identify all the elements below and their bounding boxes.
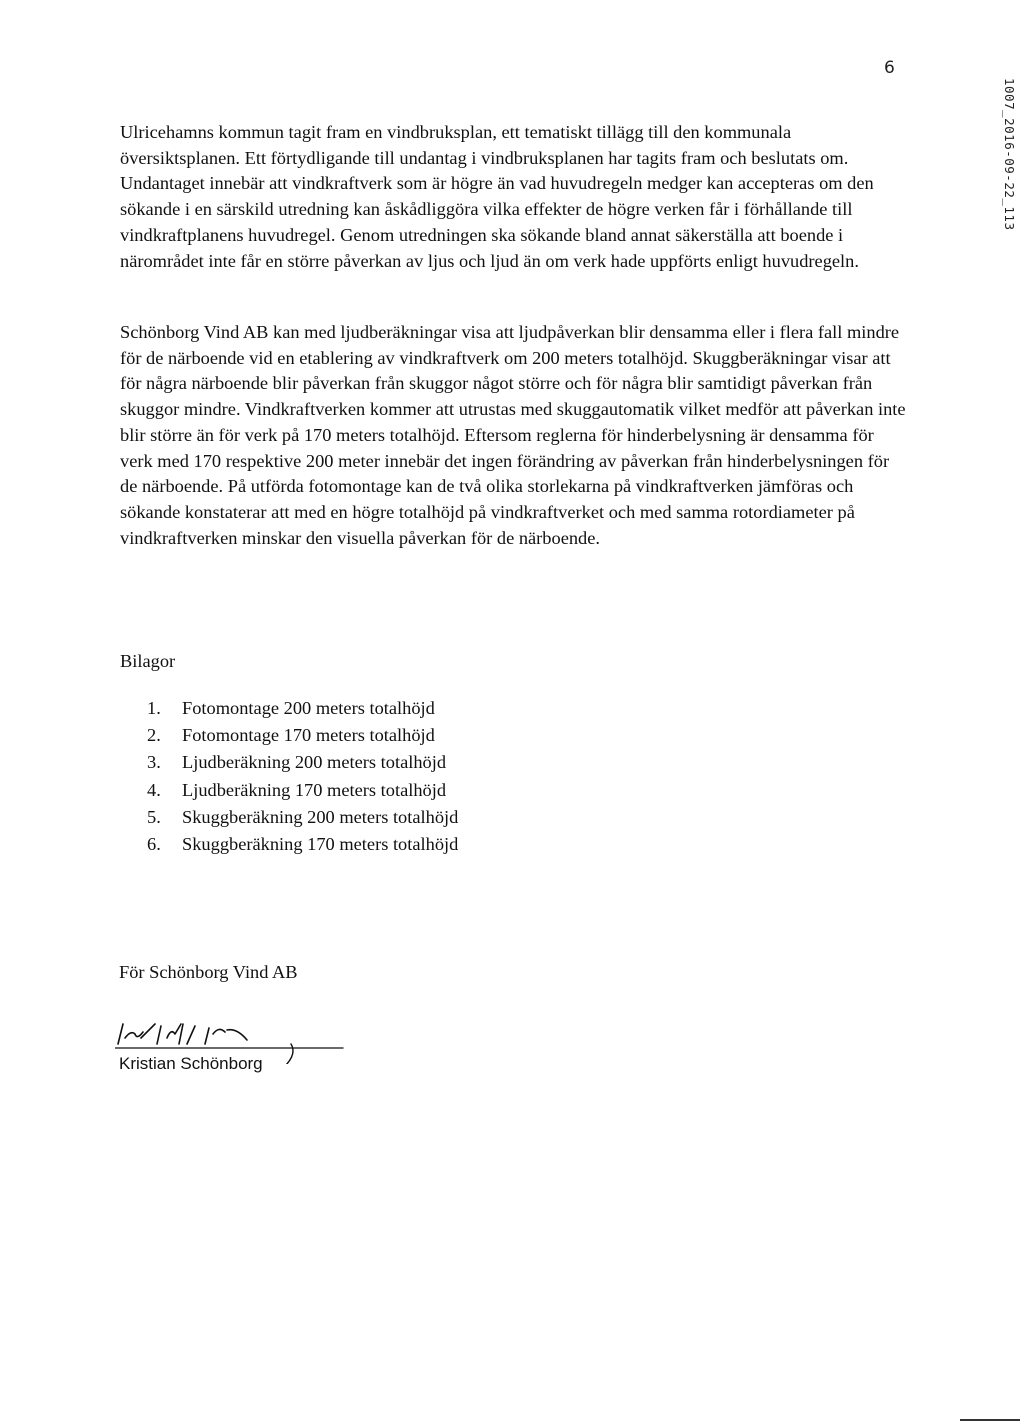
attachment-number: 2. <box>147 725 161 746</box>
attachment-item <box>147 722 458 749</box>
attachment-title: Ljudberäkning 170 meters totalhöjd <box>182 779 447 800</box>
signature-heading: För Schönborg Vind AB <box>119 962 298 982</box>
attachment-item <box>147 749 458 776</box>
body-paragraph-1: Ulricehamns kommun tagit fram en vindbruksplan, ett tematiskt tillägg till den kommunala översiktsplanen. Ett förtydligande till undantag i vindbruksplanen har tagits fram och beslutats om. Undantaget innebär att vindkraftverk som är högre än vad huvudregeln medger kan accepteras om den sökande i en särskild utredning kan åskådliggöra vilka effekter de högre verken får i förhållande till vindkraftplanens huvudregel. Genom utredningen ska sökande bland annat säkerställa att boende i närområdet inte får en större påverkan av ljus och ljud än om verk hade uppförts enligt huvudregeln. <box>120 122 874 271</box>
attachment-number: 3. <box>147 752 161 773</box>
scan-edge-mark <box>960 1419 1020 1421</box>
attachments-heading: Bilagor <box>120 651 176 671</box>
attachments-list <box>147 695 458 858</box>
attachment-number: 6. <box>147 834 161 855</box>
attachment-item <box>147 831 458 858</box>
attachment-number: 4. <box>147 779 161 800</box>
body-paragraph-2: Schönborg Vind AB kan med ljudberäkningar visa att ljudpåverkan blir densamma eller i flera fall mindre för de närboende vid en etablering av vindkraftverk om 200 meters totalhöjd. Skuggberäkningar visar att för några närboende blir påverkan från skuggor något större och för några blir samtidigt påverkan från skuggor mindre. Vindkraftverken kommer att utrustas med skuggautomatik vilket medför att påverkan inte blir större än för verk på 170 meters totalhöjd. Eftersom reglerna för hinderbelysning är densamma för verk med 170 respektive 200 meter innebär det ingen förändring av påverkan från hinderbelysningen för de närboende. På utförda fotomontage kan de två olika storlekarna på vindkraftverken jämföras och sökande konstaterar att med en högre totalhöjd på vindkraftverket och med samma rotordiameter på vindkraftverken minskar den visuella påverkan för de närboende. <box>120 322 906 548</box>
attachment-title: Ljudberäkning 200 meters totalhöjd <box>182 752 447 773</box>
attachment-title: Fotomontage 170 meters totalhöjd <box>182 725 435 746</box>
document-id-stamp: 1007_2016-09-22_113 <box>1002 78 1017 231</box>
attachment-title: Skuggberäkning 170 meters totalhöjd <box>182 834 459 855</box>
attachment-item <box>147 777 458 804</box>
signatory-name: Kristian Schönborg <box>119 1054 263 1073</box>
attachment-item <box>147 695 458 722</box>
attachment-title: Fotomontage 200 meters totalhöjd <box>182 698 435 718</box>
page-number: 6 <box>884 58 895 78</box>
attachment-number: 1. <box>147 698 161 718</box>
attachment-title: Skuggberäkning 200 meters totalhöjd <box>182 806 459 827</box>
attachment-item <box>147 804 458 831</box>
attachment-number: 5. <box>147 806 161 827</box>
